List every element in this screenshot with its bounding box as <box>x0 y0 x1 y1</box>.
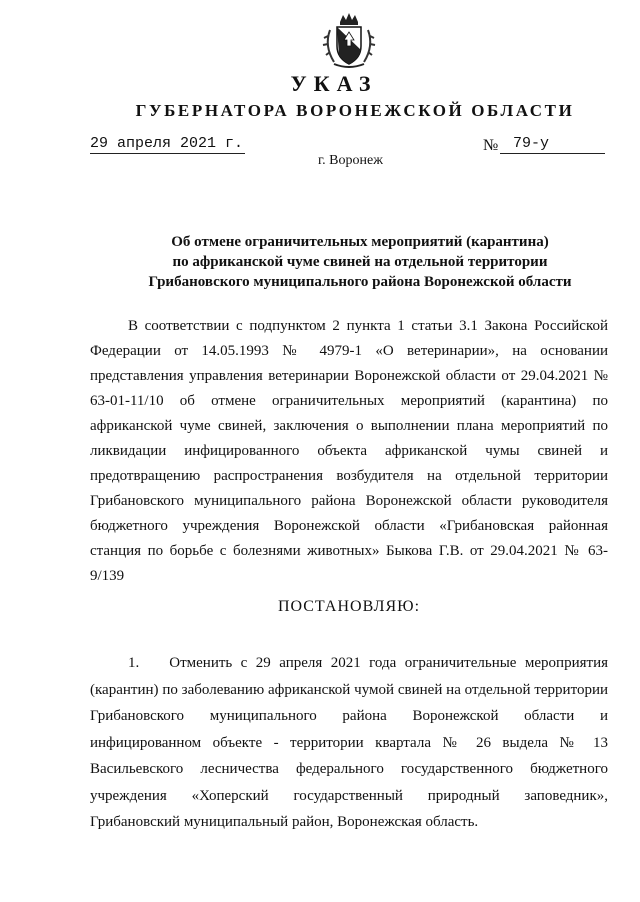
decree-item-text <box>90 650 608 836</box>
preamble-paragraph: В соответствии с подпунктом 2 пункта 1 статьи 3.1 Закона Российской Федерации от 14.05.1993 № 4979-1 «О ветеринарии», на основании представления управления ветеринарии Воронежской области от 29.04.2021 № 63-01-11/10 об отмене ограничительных мероприятий (карантина) по африканской чуме свиней, заключения о выполнении плана мероприятий по ликвидации инфицированного объекта африканской чумы свиней и предотвращению распространения возбудителя на отдельной территории Грибановского муниципального района Воронежской области руководителя бюджетного учреждения Воронежской области «Грибановская районная станция по борьбе с болезнями животных» Быкова Г.В. от 29.04.2021 № 63-9/139 <box>90 318 608 584</box>
decree-item-1 <box>90 650 608 836</box>
decree-item-number: 1. <box>128 655 140 671</box>
issuer-heading: ГУБЕРНАТОРА ВОРОНЕЖСКОЙ ОБЛАСТИ <box>135 101 575 120</box>
document-number: 79-у <box>500 135 605 154</box>
number-label: № <box>483 137 499 154</box>
document-title-line: Грибановского муниципального района Воронежской области <box>148 274 572 290</box>
voronezh-coat-of-arms-icon <box>318 10 380 72</box>
document-title <box>100 232 620 292</box>
decree-item-body: Отменить с 29 апреля 2021 года ограничительные мероприятия (карантин) по заболеванию африканской чумой свиней на отдельной территории Грибановского муниципального района Воронежской области и инфицированном объекте - территории квартала № 26 выдела № 13 Васильевского лесничества федерального государственного бюджетного учреждения «Хоперский государственный природный заповедник», Грибановский муниципальный район, Воронежская область. <box>90 655 608 830</box>
city-label: г. Воронеж <box>318 153 383 168</box>
preamble-section <box>90 314 608 589</box>
decree-heading: ПОСТАНОВЛЯЮ: <box>277 598 421 615</box>
document-type-heading: УКАЗ <box>290 71 378 96</box>
document-title-line: по африканской чуме свиней на отдельной территории <box>172 254 548 270</box>
document-date: 29 апреля 2021 г. <box>90 135 244 152</box>
document-title-line: Об отмене ограничительных мероприятий (карантина) <box>171 234 549 250</box>
